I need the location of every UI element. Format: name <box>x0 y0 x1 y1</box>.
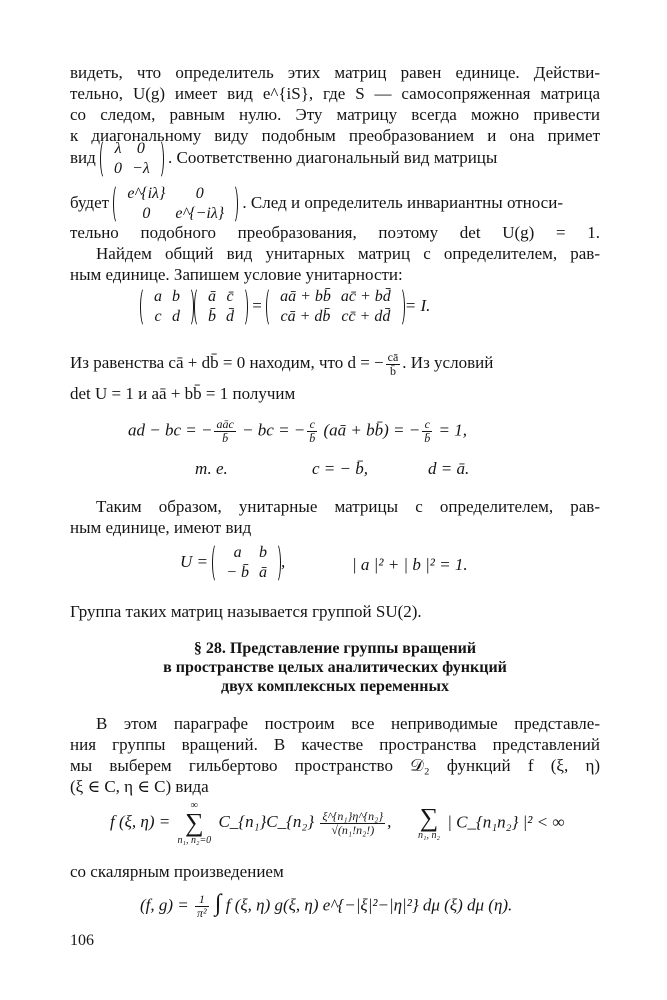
text-line: ным единице, имеют вид <box>70 518 252 537</box>
section-heading: в пространстве целых аналитических функций <box>163 659 507 676</box>
exp-matrix-line <box>70 183 600 224</box>
lambda-matrix: λ 0 0 −λ <box>100 139 164 179</box>
text-line: тельно подобного преобразования, поэтому det U(g) = 1. <box>70 223 600 242</box>
sum-symbol: ∞ ∑ n₁, n₂=0 <box>177 800 212 846</box>
diagonal-form-line <box>70 138 600 179</box>
text-line: со следом, равным нулю. Эту матрицу всегда можно привести <box>70 105 600 124</box>
te-label: т. е. <box>195 459 228 478</box>
rhs-identity: = I. <box>404 295 431 315</box>
series-equation: f (ξ, η) = ∞ ∑ n₁, n₂=0 C_{n₁}C_{n₂} $\frac{\text{ξ\textasciicircum{}\{n₁\}η\textasciicircum{}\{n₂\}}}{\text{√(n₁!n₂!)}}$ , <box>110 800 392 846</box>
text-line: к диагональному виду подобным преобразованием и она примет <box>70 126 600 145</box>
text-line: со скалярным произведением <box>70 862 284 881</box>
text-line: Таким образом, унитарные матрицы с определителем, рав- <box>96 497 600 516</box>
sum-symbol: ∑ n₁, n₂ <box>418 803 440 841</box>
budet-label: будет <box>70 193 110 212</box>
vid-label: вид <box>70 148 96 167</box>
scalar-product-equation: (f, g) = $\frac{1}{\text{π²}}$ ∫ f (ξ, η) g(ξ, η) e^{−|ξ|²−|η|²} dμ (ξ) dμ (η). <box>140 890 513 920</box>
d-result: d = ā. <box>428 459 470 478</box>
vid-after-text: . Соответственно диагональный вид матрицы <box>168 148 498 167</box>
norm-condition: | a |² + | b |² = 1. <box>352 555 468 574</box>
text-line: Группа таких матриц называется группой SU(2). <box>70 602 422 621</box>
text-line: видеть, что определитель этих матриц равен единице. Действи- <box>70 63 600 82</box>
unitarity-equation: a b c d ā c̄ b̄ d̄ = aā + bb̄ ac̄ + bd̄ cā + db̄ cc̄ + dd̄ = I. <box>140 287 430 327</box>
section-heading: § 28. Представление группы вращений <box>193 640 477 657</box>
text-line: ным единице. Запишем условие унитарности: <box>70 265 403 284</box>
budet-after-text: . След и определитель инвариантны относи- <box>242 193 563 212</box>
text-line: Найдем общий вид унитарных матриц с определителем, рав- <box>96 244 600 263</box>
section-heading: двух комплексных переменных <box>221 678 449 695</box>
text-line: В этом параграфе построим все неприводимые представле- <box>96 714 600 733</box>
su2-equation: U = a b − b̄ ā , <box>180 544 286 581</box>
matrix-ab: a b c d <box>140 287 194 327</box>
norm-series: ∑ n₁, n₂ | C_{n₁n₂} |² < ∞ <box>418 803 565 841</box>
text-line: мы выберем гильбертово пространство 𝒟₂ функций f (ξ, η) <box>70 756 600 775</box>
ad-bc-equation: ad − bc = − $\frac{\text{aāc}}{b̄}$ − bc = − $\frac{c}{b̄}$ (aā + bb̄) = − $\frac{c}{b̄}$ = 1, <box>128 417 467 445</box>
c-result: c = − b̄, <box>312 459 368 478</box>
matrix-conj: ā c̄ b̄ d̄ <box>194 287 248 327</box>
page-number: 106 <box>70 932 94 949</box>
text-line: тельно, U(g) имеет вид e^{iS}, где S — самосопряженная матрица <box>70 84 600 103</box>
text-line: (ξ ∈ C, η ∈ C) вида <box>70 777 209 796</box>
equality-line: Из равенства cā + db̄ = 0 находим, что d = − $\frac{cā}{b̄}$ . Из условий <box>70 349 494 378</box>
matrix-product: aā + bb̄ ac̄ + bd̄ cā + db̄ cc̄ + dd̄ <box>266 287 405 327</box>
exp-matrix: e^{iλ} 0 0 e^{−iλ} <box>113 184 238 224</box>
su2-matrix: a b − b̄ ā <box>212 543 281 583</box>
det-line: det U = 1 и aā + bb̄ = 1 получим <box>70 384 296 403</box>
text-line: ния группы вращений. В качестве пространства представлений <box>70 735 600 754</box>
